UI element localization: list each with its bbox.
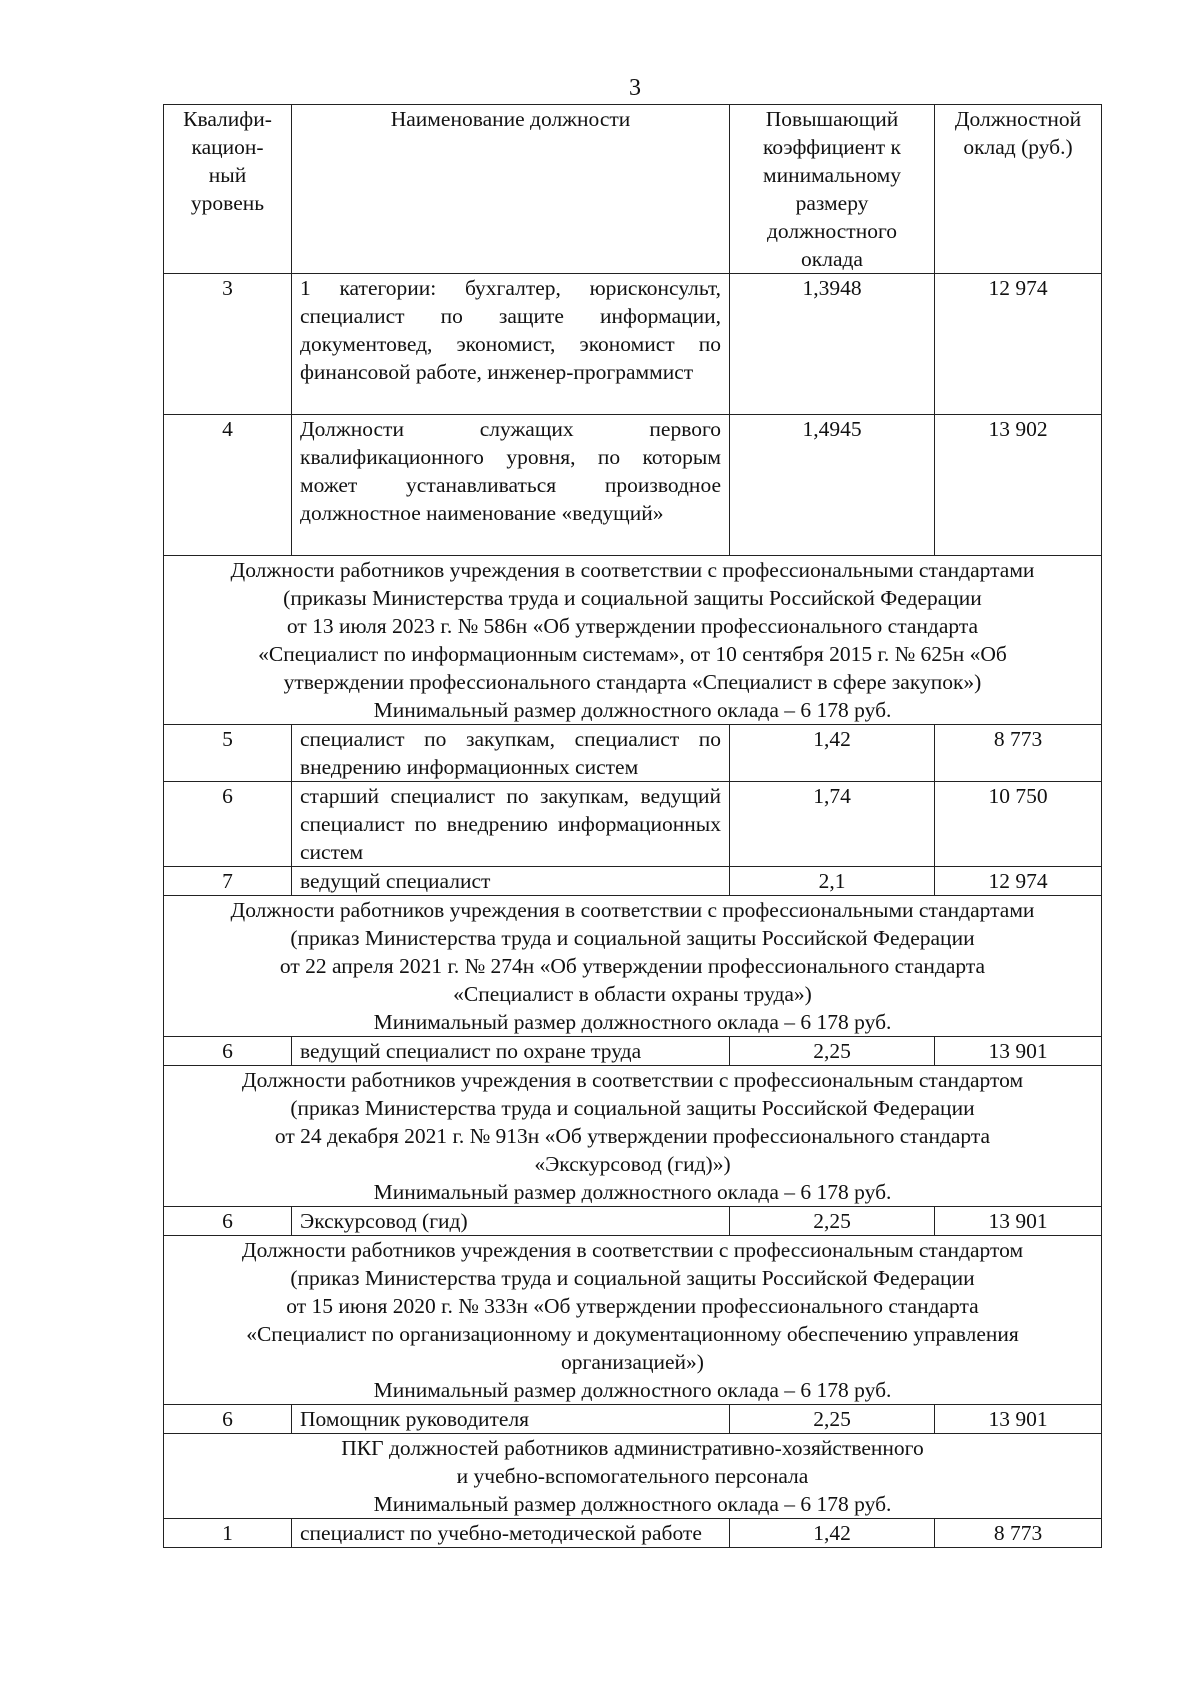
- level-cell: 4: [164, 415, 292, 556]
- section-row: [164, 1236, 1102, 1405]
- page-number: 3: [629, 75, 641, 101]
- section-row: [164, 556, 1102, 725]
- position-cell: специалист по закупкам, специалист по внедрению информационных систем: [292, 725, 730, 782]
- salary-cell: 13 901: [935, 1405, 1102, 1434]
- coefficient-cell: 1,74: [730, 782, 935, 867]
- salary-cell: 13 901: [935, 1037, 1102, 1066]
- table-row: [164, 274, 1102, 415]
- table-row: [164, 782, 1102, 867]
- coefficient-cell: 1,4945: [730, 415, 935, 556]
- position-cell: ведущий специалист: [292, 867, 730, 896]
- salary-cell: 8 773: [935, 725, 1102, 782]
- position-cell: Экскурсовод (гид): [292, 1207, 730, 1236]
- section-heading: Должности работников учреждения в соответствии с профессиональными стандартами (приказы Министерства труда и социальной защиты Российской Федерации от 13 июля 2023 г. № 586н «Об утверждении профессионального стандарта «Специалист по информационным системам», от 10 сентября 2015 г. № 625н «Об утверждении профессионального стандарта «Специалист в сфере закупок») Минимальный размер должностного оклада – 6 178 руб.: [164, 556, 1102, 725]
- header-salary: Должностной оклад (руб.): [935, 105, 1102, 274]
- table-header-row: [164, 105, 1102, 274]
- position-cell: старший специалист по закупкам, ведущий специалист по внедрению информационных систем: [292, 782, 730, 867]
- level-cell: 1: [164, 1519, 292, 1548]
- table-row: [164, 1037, 1102, 1066]
- header-coefficient: Повышающий коэффициент к минимальному размеру должностного оклада: [730, 105, 935, 274]
- coefficient-cell: 2,1: [730, 867, 935, 896]
- level-cell: 6: [164, 782, 292, 867]
- position-cell: 1 категории: бухгалтер, юрисконсульт, специалист по защите информации, документовед, экономист, экономист по финансовой работе, инженер-программист: [292, 274, 730, 415]
- salary-cell: 13 902: [935, 415, 1102, 556]
- section-row: [164, 1434, 1102, 1519]
- section-row: [164, 1066, 1102, 1207]
- salary-table: [163, 104, 1102, 1548]
- table-row: [164, 1519, 1102, 1548]
- position-cell: Должности служащих первого квалификационного уровня, по которым может устанавливаться производное должностное наименование «ведущий»: [292, 415, 730, 556]
- coefficient-cell: 1,42: [730, 725, 935, 782]
- position-cell: ведущий специалист по охране труда: [292, 1037, 730, 1066]
- section-heading: Должности работников учреждения в соответствии с профессиональными стандартами (приказ Министерства труда и социальной защиты Российской Федерации от 22 апреля 2021 г. № 274н «Об утверждении профессионального стандарта «Специалист в области охраны труда») Минимальный размер должностного оклада – 6 178 руб.: [164, 896, 1102, 1037]
- level-cell: 6: [164, 1405, 292, 1434]
- coefficient-cell: 2,25: [730, 1037, 935, 1066]
- table-row: [164, 1207, 1102, 1236]
- level-cell: 3: [164, 274, 292, 415]
- coefficient-cell: 2,25: [730, 1207, 935, 1236]
- table-row: [164, 1405, 1102, 1434]
- position-cell: Помощник руководителя: [292, 1405, 730, 1434]
- coefficient-cell: 1,42: [730, 1519, 935, 1548]
- salary-cell: 13 901: [935, 1207, 1102, 1236]
- section-heading: Должности работников учреждения в соответствии с профессиональным стандартом (приказ Министерства труда и социальной защиты Российской Федерации от 15 июня 2020 г. № 333н «Об утверждении профессионального стандарта «Специалист по организационному и документационному обеспечению управления организацией») Минимальный размер должностного оклада – 6 178 руб.: [164, 1236, 1102, 1405]
- section-heading: Должности работников учреждения в соответствии с профессиональным стандартом (приказ Министерства труда и социальной защиты Российской Федерации от 24 декабря 2021 г. № 913н «Об утверждении профессионального стандарта «Экскурсовод (гид)») Минимальный размер должностного оклада – 6 178 руб.: [164, 1066, 1102, 1207]
- section-row: [164, 896, 1102, 1037]
- header-position: Наименование должности: [292, 105, 730, 274]
- coefficient-cell: 2,25: [730, 1405, 935, 1434]
- salary-cell: 10 750: [935, 782, 1102, 867]
- level-cell: 7: [164, 867, 292, 896]
- table-row: [164, 867, 1102, 896]
- salary-cell: 12 974: [935, 867, 1102, 896]
- table-row: [164, 725, 1102, 782]
- salary-cell: 8 773: [935, 1519, 1102, 1548]
- salary-cell: 12 974: [935, 274, 1102, 415]
- section-heading: ПКГ должностей работников административно-хозяйственного и учебно-вспомогательного персонала Минимальный размер должностного оклада – 6 178 руб.: [164, 1434, 1102, 1519]
- level-cell: 6: [164, 1207, 292, 1236]
- level-cell: 6: [164, 1037, 292, 1066]
- table-row: [164, 415, 1102, 556]
- coefficient-cell: 1,3948: [730, 274, 935, 415]
- position-cell: специалист по учебно-методической работе: [292, 1519, 730, 1548]
- header-level: Квалифи- кацион- ный уровень: [164, 105, 292, 274]
- level-cell: 5: [164, 725, 292, 782]
